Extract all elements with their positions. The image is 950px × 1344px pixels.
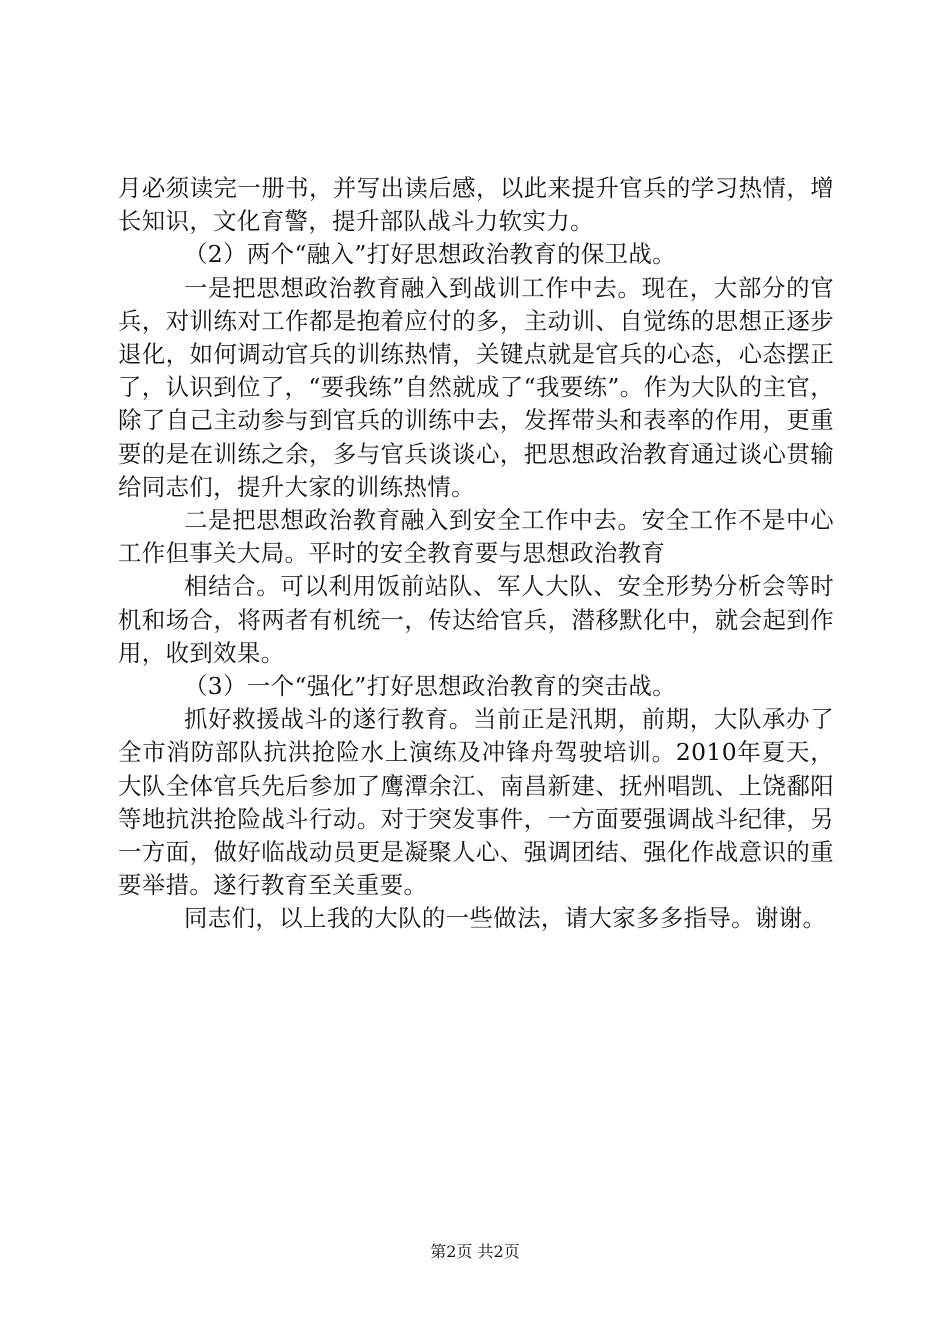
paragraph-heading-two-integrations: （2）两个“融入”打好思想政治教育的保卫战。 xyxy=(184,240,677,269)
document-body xyxy=(118,172,834,936)
paragraph-heading-one-strengthening: （3）一个“强化”打好思想政治教育的突击战。 xyxy=(184,672,677,701)
paragraph-safety-integration: 二是把思想政治教育融入到安全工作中去。安全工作不是中心工作但事关大局。平时的安全教育要与思想政治教育 xyxy=(118,506,834,568)
paragraph-reading-continuation: 月必须读完一册书，并写出读后感，以此来提升官兵的学习热情，增长知识，文化育警，提升部队战斗力软实力。 xyxy=(118,174,834,236)
page-footer: 第2页 共2页 xyxy=(430,1242,520,1261)
paragraph-training-integration: 一是把思想政治教育融入到战训工作中去。现在，大部分的官兵，对训练对工作都是抱着应付的多，主动训、自觉练的思想正逐步退化，如何调动官兵的训练热情，关键点就是官兵的心态，心态摆正了，认识到位了，“要我练”自然就成了“我要练”。作为大队的主官，除了自己主动参与到官兵的训练中去，发挥带头和表率的作用，更重要的是在训练之余，多与官兵谈谈心，把思想政治教育通过谈心贯输给同志们，提升大家的训练热情。 xyxy=(118,273,834,501)
paragraph-safety-continuation: 相结合。可以利用饭前站队、军人大队、安全形势分析会等时机和场合，将两者有机统一，传达给官兵，潜移默化中，就会起到作用，收到效果。 xyxy=(118,572,834,667)
paragraph-closing: 同志们，以上我的大队的一些做法，请大家多多指导。谢谢。 xyxy=(184,904,827,933)
paragraph-rescue-education: 抓好救援战斗的遂行教育。当前正是汛期，前期，大队承办了全市消防部队抗洪抢险水上演练及冲锋舟驾驶培训。2010年夏天，大队全体官兵先后参加了鹰潭余江、南昌新建、抚州唱凯、上饶鄱阳等地抗洪抢险战斗行动。对于突发事件，一方面要强调战斗纪律，另一方面，做好临战动员更是凝聚人心、强调团结、强化作战意识的重要举措。遂行教育至关重要。 xyxy=(118,705,834,900)
